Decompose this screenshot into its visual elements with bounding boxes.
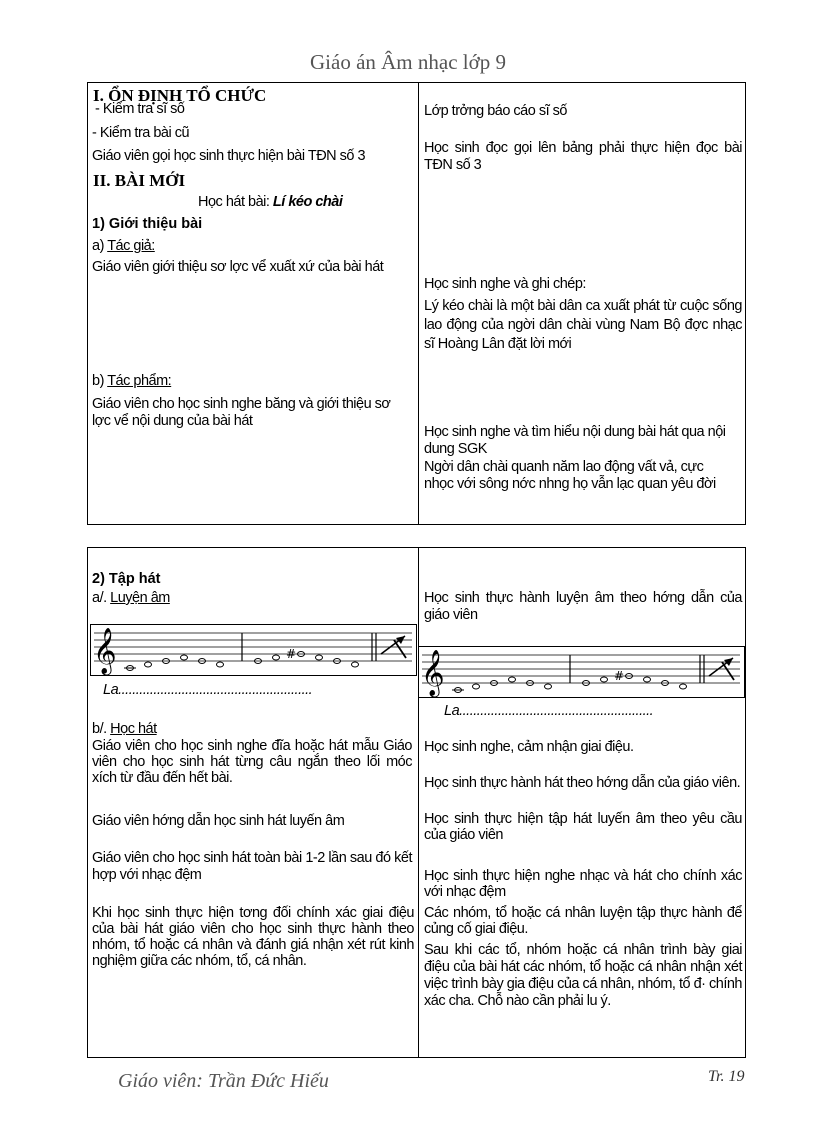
lesson-table-2 (87, 547, 746, 1058)
la-dotted-line-left: La....................................................... (103, 682, 313, 698)
group-practice-text: Các nhóm, tổ hoặc cá nhân luyện tập thực hành để củng cố giai điệu. (424, 905, 742, 937)
teaching-step-4: Khi học sinh thực hiện tơng đối chính xác giai điệu của bài hát giáo viên cho học sinh thực hành theo nhóm, tổ hoặc cá nhân và đánh giá nhận xét rút kinh nghiệm giữa các nhóm, tổ, cá nhân. (92, 905, 414, 969)
student-warmup-text: Học sinh thực hành luyện âm theo hớng dẫn của giáo viên (424, 590, 742, 623)
class-monitor-report: Lớp trởng báo cáo sĩ số (424, 103, 567, 119)
lesson-prefix: Học hát bài: (198, 194, 270, 210)
group-review-text: Sau khi các tổ, nhóm hoặc cá nhân trình bày giai điệu của bài hát các nhóm, tổ hoặc cá nhân nhận xét việc trình bày gia điệu của cá nhân, nhóm, tổ đ· chính xác cha. Chỗ nào cần phải lu ý. (424, 942, 742, 1009)
subsection-author-prefix: a) (92, 238, 104, 254)
lesson-table-1 (87, 82, 746, 525)
subsection-work-label: Tác phẩm: (107, 373, 172, 389)
lesson-title-line (198, 194, 342, 211)
check-attendance-text: - Kiểm tra sĩ số (95, 101, 185, 117)
subsection-author (92, 238, 155, 255)
listen-content-text: Học sinh nghe và tìm hiểu nội dung bài hát qua nội dung SGK (424, 424, 726, 457)
la-dotted-line-right: La....................................................... (444, 703, 654, 719)
lesson-title: Lí kéo chài (272, 194, 343, 210)
treble-clef-icon: 𝄞 (421, 650, 445, 696)
subsection-learn-prefix: b/. (92, 721, 107, 737)
subsection-learn (92, 721, 157, 738)
teaching-step-1: Giáo viên cho học sinh nghe đĩa hoặc hát mẫu Giáo viên cho học sinh hát từng câu ngắn theo lối móc xích từ đầu đến hết bài. (92, 738, 412, 786)
subsection-warmup (92, 590, 170, 607)
subheading-gioi-thieu-bai: 1) Giới thiệu bài (92, 216, 203, 232)
footer-teacher-name: Giáo viên: Trần Đức Hiếu (118, 1070, 329, 1092)
column-divider (418, 83, 419, 524)
intro-author-text: Giáo viên giới thiệu sơ lợc vể xuất xứ của bài hát (92, 259, 384, 275)
content-desc-text: Ngời dân chài quanh năm lao động vất vả, cực nhọc với sông nớc nhng họ vẫn lạc quan yêu đời (424, 459, 716, 492)
column-divider (418, 548, 419, 1057)
subsection-learn-label: Học hát (110, 721, 157, 737)
page-header-title: Giáo án Âm nhạc lớp 9 (310, 50, 506, 74)
subsection-work-prefix: b) (92, 373, 104, 389)
treble-clef-icon: 𝄞 (93, 628, 117, 674)
subsection-work (92, 373, 171, 390)
music-staff-left (90, 624, 417, 676)
teaching-step-3: Giáo viên cho học sinh hát toàn bài 1-2 lần sau đó kết hợp với nhạc đệm (92, 850, 412, 883)
subsection-author-label: Tác giả: (107, 238, 155, 254)
teacher-calls-student-text: Giáo viên gọi học sinh thực hiện bài TĐN số 3 (92, 148, 366, 164)
music-staff-right (418, 646, 745, 698)
student-practice-text: Học sinh thực hành hát theo hớng dẫn của giáo viên. (424, 775, 741, 791)
song-info-text: Lý kéo chài là một bài dân ca xuất phát từ cuộc sống lao động của ngời dân chài vùng Nam Bộ đợc nhạc sĩ Hoàng Lân đặt lời mới (424, 298, 742, 352)
heading-bai-moi: II. BÀI MỚI (93, 171, 186, 190)
student-reads-text: Học sinh đọc gọi lên bảng phải thực hiện đọc bài TĐN số 3 (424, 140, 742, 173)
teaching-step-2: Giáo viên hớng dẫn học sinh hát luyến âm (92, 813, 345, 829)
svg-text:#: # (286, 647, 297, 661)
check-old-lesson-text: - Kiểm tra bài cũ (92, 125, 190, 141)
student-legato-text: Học sinh thực hiện tập hát luyến âm theo yêu cầu của giáo viên (424, 811, 742, 843)
heading-on-dinh-to-chuc: I. ỔN ĐỊNH TỔ CHỨC (93, 86, 267, 105)
footer-page-number: Tr. 19 (708, 1068, 745, 1085)
subsection-warmup-label: Luyện âm (110, 590, 170, 606)
subheading-tap-hat: 2) Tập hát (92, 571, 161, 587)
student-listen-text: Học sinh nghe, cảm nhận giai điệu. (424, 739, 634, 755)
intro-work-text: Giáo viên cho học sinh nghe băng và giới thiệu sơ lợc vể nội dung của bài hát (92, 396, 391, 429)
listen-note-text: Học sinh nghe và ghi chép: (424, 276, 586, 292)
student-accompaniment-text: Học sinh thực hiện nghe nhạc và hát cho chính xác với nhạc đệm (424, 868, 742, 900)
subsection-warmup-prefix: a/. (92, 590, 107, 606)
svg-text:#: # (614, 669, 625, 683)
